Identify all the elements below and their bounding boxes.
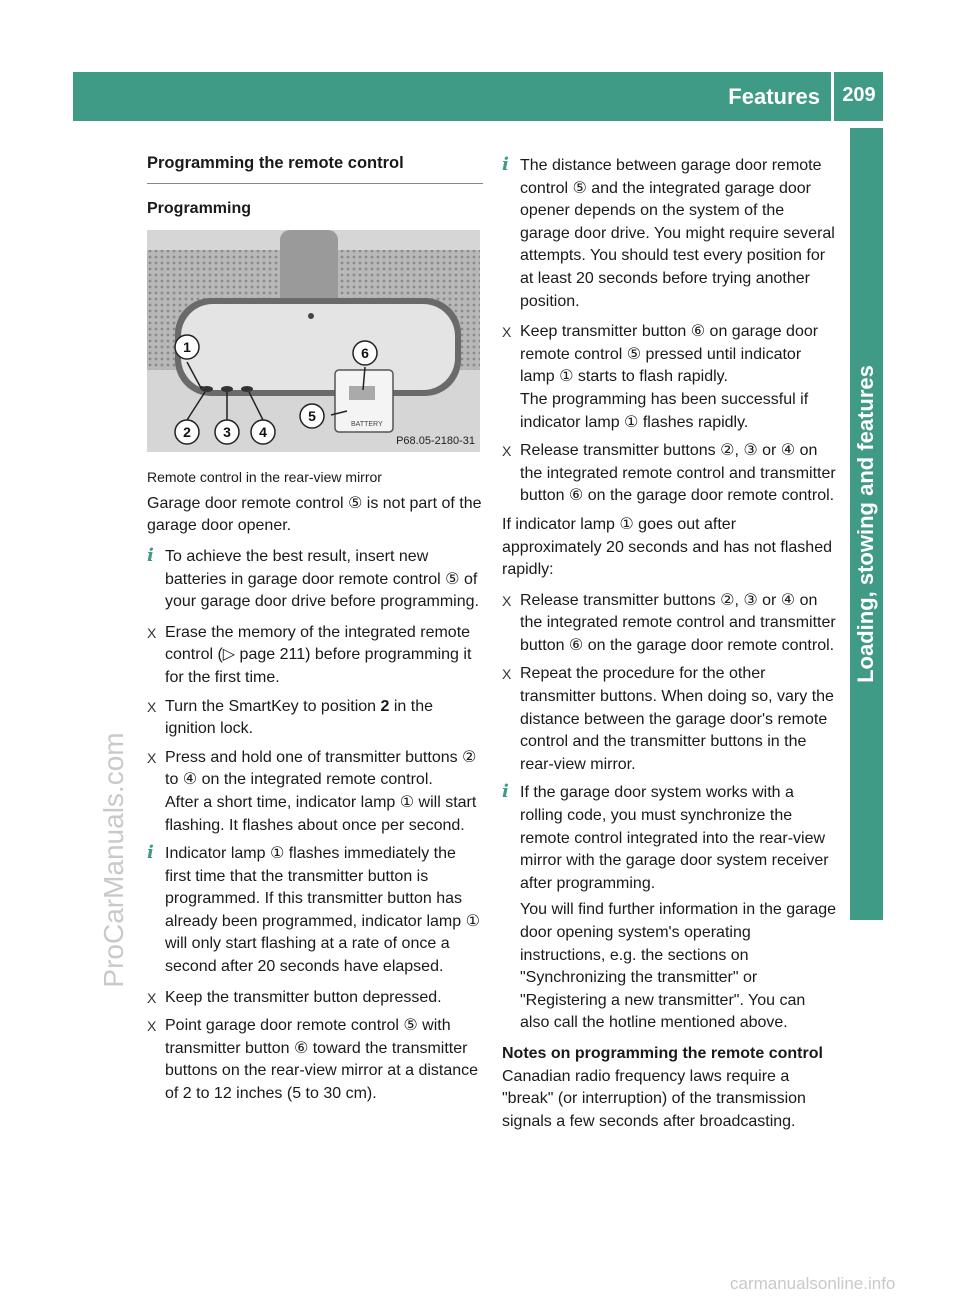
mirror-illustration bbox=[147, 230, 480, 452]
transmitter-button-2 bbox=[221, 386, 233, 392]
notes-paragraph: Canadian radio frequency laws require a "break" (or interruption) of the transmission signals a few seconds after broadcasting. bbox=[502, 1067, 806, 1130]
footer-watermark: carmanualsonline.info bbox=[730, 1274, 896, 1293]
step-item bbox=[147, 1015, 483, 1105]
step-text: Turn the SmartKey to position bbox=[165, 697, 381, 715]
mirror-sensor bbox=[308, 313, 314, 319]
info-text: The distance between garage door remote control ⑤ and the integrated garage door opener depends on the system of the garage door drive. You might require several attempts. You should test every position for at least 20 seconds before trying another position. bbox=[520, 157, 835, 310]
figure-caption: Remote control in the rear-view mirror bbox=[147, 469, 382, 486]
step-item bbox=[147, 987, 483, 1010]
step-result-text: The programming has been successful if indicator lamp ① flashes rapidly. bbox=[520, 390, 809, 431]
info-text: If the garage door system works with a rolling code, you must synchronize the remote control integrated into the rear-view mirror with the garage door system receiver after programming. bbox=[520, 784, 829, 892]
page-number: 209 bbox=[842, 84, 876, 106]
figure-code: P68.05-2180-31 bbox=[396, 435, 475, 448]
info-note bbox=[502, 782, 838, 1035]
info-text: Indicator lamp ① flashes immediately the first time that the transmitter button is programmed. If this transmitter button has already been programmed, indicator lamp ① will only start flashing at a rate of once a second after 20 seconds have elapsed. bbox=[165, 845, 480, 976]
step-item bbox=[502, 590, 838, 658]
transmitter-button-1 bbox=[201, 386, 213, 392]
transmitter-button-3 bbox=[241, 386, 253, 392]
step-item bbox=[502, 663, 838, 776]
info-icon: i bbox=[502, 781, 509, 803]
subsection-title: Programming bbox=[147, 199, 252, 217]
step-arrow-icon: X bbox=[502, 666, 512, 683]
mirror-mount bbox=[280, 230, 338, 308]
step-arrow-icon: X bbox=[147, 698, 157, 715]
info-note bbox=[502, 155, 838, 313]
step-arrow-icon: X bbox=[147, 989, 157, 1006]
info-text: You will find further information in the garage door opening system's operating instructions, e.g. the sections on "Synchronizing the transmitter" or "Registering a new transmitter". You can also call the hotline mentioned above. bbox=[520, 901, 837, 1032]
step-arrow-icon: X bbox=[502, 324, 512, 341]
step-position-value: 2 bbox=[380, 697, 390, 715]
step-item bbox=[147, 622, 483, 690]
garage-remote-button bbox=[349, 386, 375, 400]
info-icon: i bbox=[147, 842, 154, 864]
step-text: Repeat the procedure for the other transmitter buttons. When doing so, vary the distance between the garage door's remote control and the transmitter buttons in the rear-view mirror. bbox=[520, 665, 834, 773]
step-text: Point garage door remote control ⑤ with transmitter button ⑥ toward the transmitter buttons on the rear-view mirror at a distance of 2 to 12 inches (5 to 30 cm). bbox=[165, 1017, 479, 1103]
step-text: Release transmitter buttons ②, ③ or ④ on the integrated remote control and transmitter button ⑥ on the garage door remote control. bbox=[520, 591, 836, 654]
mirror-figure bbox=[147, 230, 480, 452]
step-text: Erase the memory of the integrated remote control (▷ page 211) before programming it for the first time. bbox=[165, 623, 472, 686]
step-arrow-icon: X bbox=[502, 592, 512, 609]
marker-1-label: 1 bbox=[183, 339, 191, 356]
marker-3-label: 3 bbox=[223, 424, 231, 441]
notes-heading: Notes on programming the remote control bbox=[502, 1044, 823, 1062]
step-text: Keep the transmitter button depressed. bbox=[165, 988, 442, 1006]
right-column bbox=[502, 155, 838, 1141]
step-arrow-icon: X bbox=[147, 624, 157, 641]
step-text: Keep transmitter button ⑥ on garage door remote control ⑤ pressed until indicator lamp ① starts to flash rapidly. bbox=[520, 323, 819, 386]
section-title: Programming the remote control bbox=[147, 152, 483, 184]
marker-5-label: 5 bbox=[308, 408, 316, 425]
step-item bbox=[502, 440, 838, 508]
step-item bbox=[502, 321, 838, 434]
step-arrow-icon: X bbox=[147, 1018, 157, 1035]
intro-paragraph: Garage door remote control ⑤ is not part of the garage door opener. bbox=[147, 494, 482, 535]
battery-label: BATTERY bbox=[351, 421, 383, 429]
info-icon: i bbox=[147, 544, 154, 566]
watermark: ProCarManuals.com bbox=[98, 732, 129, 988]
info-icon: i bbox=[502, 154, 509, 175]
step-arrow-icon: X bbox=[502, 443, 512, 460]
side-tab-label: Loading, stowing and features bbox=[853, 365, 878, 683]
step-text: in the ignition lock. bbox=[165, 697, 434, 738]
marker-4-label: 4 bbox=[259, 424, 267, 441]
condition-paragraph: If indicator lamp ① goes out after approximately 20 seconds and has not flashed rapidly: bbox=[502, 515, 832, 579]
step-arrow-icon: X bbox=[147, 749, 157, 766]
step-text: Press and hold one of transmitter buttons ② to ④ on the integrated remote control. bbox=[165, 748, 477, 789]
info-text: To achieve the best result, insert new batteries in garage door remote control ⑤ of your garage door drive before programming. bbox=[165, 547, 479, 611]
info-note bbox=[147, 843, 483, 979]
marker-6-label: 6 bbox=[361, 345, 369, 362]
step-item bbox=[147, 747, 483, 837]
left-column bbox=[147, 152, 483, 1112]
chapter-title: Features bbox=[728, 84, 820, 109]
header-separator bbox=[831, 72, 834, 121]
step-item bbox=[147, 696, 483, 741]
info-note bbox=[147, 546, 483, 614]
step-result-text: After a short time, indicator lamp ① will start flashing. It flashes about once per second. bbox=[165, 793, 477, 834]
mirror-glass bbox=[181, 304, 455, 390]
marker-2-label: 2 bbox=[183, 424, 191, 441]
step-text: Release transmitter buttons ②, ③ or ④ on the integrated remote control and transmitter button ⑥ on the garage door remote control. bbox=[520, 442, 836, 505]
